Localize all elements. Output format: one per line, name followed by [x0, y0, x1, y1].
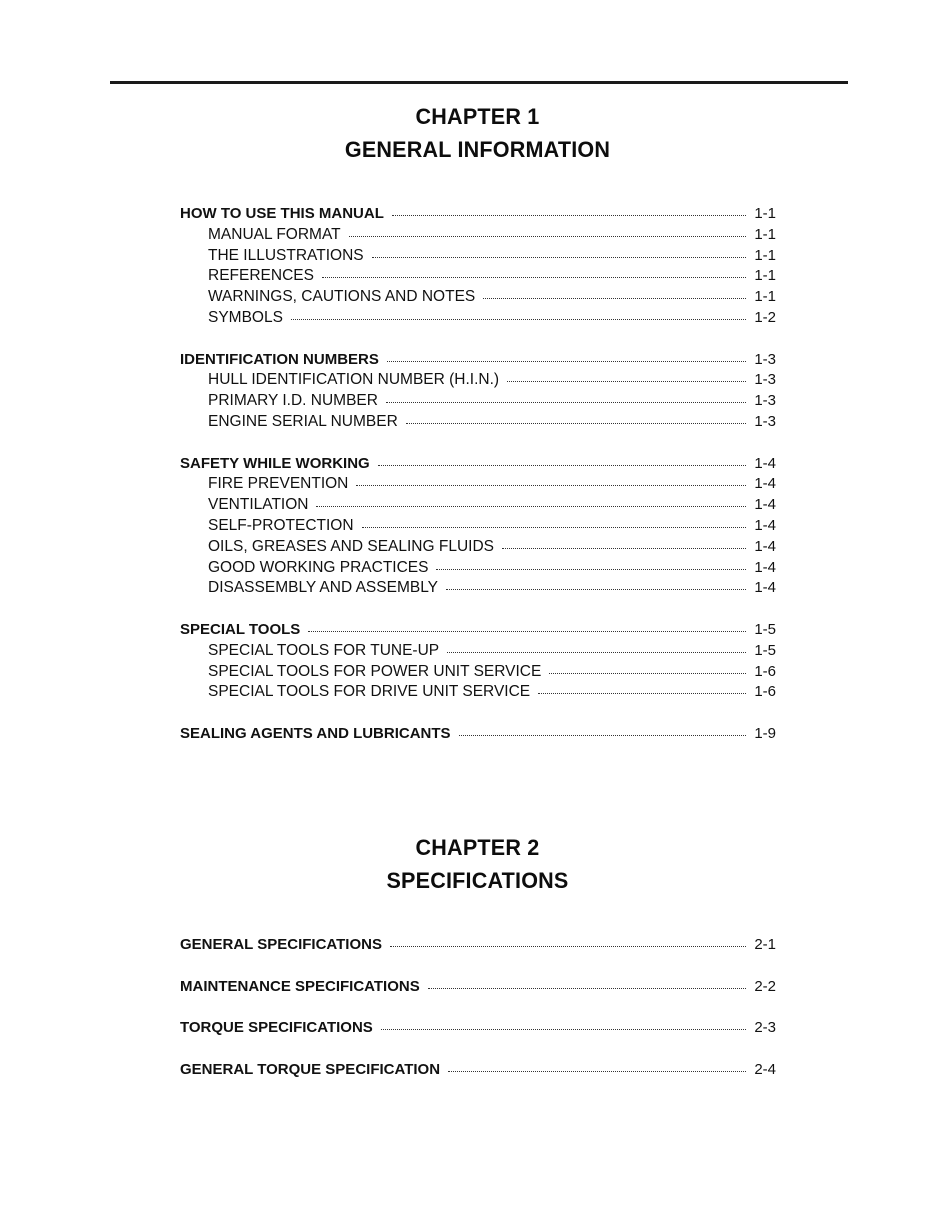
- toc-subentry-self-protection[interactable]: [180, 517, 776, 538]
- toc-subentry-page: 1-3: [754, 371, 776, 389]
- dot-leader: [387, 349, 746, 362]
- toc-subentry-page: 1-5: [754, 641, 776, 659]
- toc-entry-torque-specifications[interactable]: [180, 1019, 776, 1040]
- toc-subentry-symbols[interactable]: [180, 309, 776, 330]
- toc-entry-page: 1-9: [754, 724, 776, 742]
- dot-leader: [436, 557, 746, 570]
- toc-subentry-page: 1-1: [754, 288, 776, 306]
- toc-entry-how-to-use-this-manual[interactable]: [180, 205, 776, 226]
- toc-subentry-title: SYMBOLS: [208, 308, 283, 326]
- chapter-1-heading: CHAPTER 1: [415, 104, 540, 129]
- toc-subentry-primary-id-number[interactable]: [180, 392, 776, 413]
- chapter-2-subheading: SPECIFICATIONS: [386, 868, 569, 893]
- toc-entry-page: 1-3: [754, 350, 776, 368]
- toc-subentry-page: 1-1: [754, 225, 776, 243]
- toc-entry-title: GENERAL SPECIFICATIONS: [180, 936, 382, 953]
- toc-entry-identification-numbers[interactable]: [180, 351, 776, 372]
- toc-entry-title: TORQUE SPECIFICATIONS: [180, 1019, 373, 1037]
- toc-entry-title: HOW TO USE THIS MANUAL: [180, 205, 384, 222]
- toc-entry-sealing-agents-and-lubricants[interactable]: [180, 725, 776, 746]
- dot-leader: [447, 640, 746, 653]
- dot-leader: [316, 494, 746, 507]
- section-gap: [180, 600, 776, 621]
- toc-subentry-title: THE ILLUSTRATIONS: [208, 246, 364, 264]
- dot-leader: [372, 245, 746, 258]
- toc-subentry-title: FIRE PREVENTION: [208, 475, 349, 493]
- toc-subentry-title: SELF-PROTECTION: [208, 516, 354, 534]
- toc-subentry-title: HULL IDENTIFICATION NUMBER (H.I.N.): [208, 371, 500, 389]
- dot-leader: [291, 307, 746, 320]
- toc-subentry-title: REFERENCES: [208, 267, 314, 285]
- toc-subentry-hull-identification-number[interactable]: [180, 371, 776, 392]
- toc-subentry-title: ENGINE SERIAL NUMBER: [208, 412, 398, 430]
- toc-entry-title: IDENTIFICATION NUMBERS: [180, 350, 379, 368]
- chapter-1-subheading: GENERAL INFORMATION: [344, 137, 611, 162]
- dot-leader: [381, 1017, 746, 1030]
- toc-entry-page: 1-1: [754, 205, 776, 222]
- toc-subentry-page: 1-4: [754, 537, 776, 555]
- toc-entry-special-tools[interactable]: [180, 621, 776, 642]
- dot-leader: [428, 976, 746, 989]
- toc-entry-page: 2-2: [754, 977, 776, 995]
- toc-entry-title: SEALING AGENTS AND LUBRICANTS: [180, 724, 451, 742]
- toc-subentry-page: 1-6: [754, 683, 776, 701]
- dot-leader: [538, 681, 746, 694]
- toc-subentry-title: SPECIAL TOOLS FOR TUNE-UP: [208, 641, 440, 659]
- toc-subentry-good-working-practices[interactable]: [180, 559, 776, 580]
- chapter-2-heading: CHAPTER 2: [415, 835, 540, 860]
- toc-entry-title: MAINTENANCE SPECIFICATIONS: [180, 977, 420, 995]
- dot-leader: [308, 619, 746, 632]
- section-gap: [180, 434, 776, 455]
- toc-subentry-references[interactable]: [180, 267, 776, 288]
- dot-leader: [406, 411, 746, 424]
- toc-subentry-special-tools-drive-unit[interactable]: [180, 683, 776, 704]
- toc-subentry-title: SPECIAL TOOLS FOR DRIVE UNIT SERVICE: [208, 683, 531, 701]
- section-gap: [180, 957, 776, 978]
- dot-leader: [483, 286, 746, 299]
- dot-leader: [549, 661, 746, 674]
- toc-entry-maintenance-specifications[interactable]: [180, 978, 776, 999]
- toc-subentry-engine-serial-number[interactable]: [180, 413, 776, 434]
- dot-leader: [378, 453, 746, 466]
- toc-subentry-title: SPECIAL TOOLS FOR POWER UNIT SERVICE: [208, 662, 542, 680]
- toc-entry-title: SPECIAL TOOLS: [180, 620, 301, 638]
- section-gap: [180, 1040, 776, 1061]
- toc-subentry-page: 1-4: [754, 496, 776, 514]
- toc-subentry-manual-format[interactable]: [180, 226, 776, 247]
- toc-subentry-page: 1-4: [754, 475, 776, 493]
- toc-subentry-page: 1-6: [754, 662, 776, 680]
- toc-subentry-title: DISASSEMBLY AND ASSEMBLY: [208, 579, 439, 597]
- toc-entry-title: SAFETY WHILE WORKING: [180, 454, 370, 472]
- toc-entry-page: 2-3: [754, 1019, 776, 1037]
- toc-subentry-fire-prevention[interactable]: [180, 475, 776, 496]
- toc-subentry-page: 1-2: [754, 308, 776, 326]
- dot-leader: [390, 934, 746, 947]
- toc-entry-page: 1-4: [754, 454, 776, 472]
- toc-entry-page: 2-1: [754, 936, 776, 953]
- toc-entry-title: GENERAL TORQUE SPECIFICATION: [180, 1060, 441, 1078]
- toc-subentry-page: 1-4: [754, 579, 776, 597]
- toc-subentry-page: 1-1: [754, 246, 776, 264]
- toc-subentry-page: 1-1: [754, 267, 776, 285]
- toc-entry-page: 2-4: [754, 1060, 776, 1078]
- dot-leader: [448, 1059, 746, 1072]
- dot-leader: [446, 577, 746, 590]
- toc-subentry-oils-greases-sealing-fluids[interactable]: [180, 538, 776, 559]
- toc-subentry-title: OILS, GREASES AND SEALING FLUIDS: [208, 537, 494, 555]
- dot-leader: [392, 203, 746, 216]
- section-gap: [180, 330, 776, 351]
- toc-subentry-page: 1-4: [754, 558, 776, 576]
- dot-leader: [502, 536, 746, 549]
- dot-leader: [322, 265, 746, 278]
- toc-subentry-ventilation[interactable]: [180, 496, 776, 517]
- toc-entry-safety-while-working[interactable]: [180, 455, 776, 476]
- chapter-2-toc: [180, 936, 776, 1082]
- toc-entry-general-specifications[interactable]: [180, 936, 776, 957]
- dot-leader: [386, 390, 746, 403]
- dot-leader: [507, 369, 746, 382]
- section-gap: [180, 704, 776, 725]
- top-rule-divider: [110, 81, 848, 84]
- section-gap: [180, 998, 776, 1019]
- toc-entry-general-torque-specification[interactable]: [180, 1061, 776, 1082]
- toc-subentry-warnings-cautions-notes[interactable]: [180, 288, 776, 309]
- toc-subentry-title: MANUAL FORMAT: [208, 225, 341, 243]
- toc-subentry-special-tools-power-unit[interactable]: [180, 663, 776, 684]
- dot-leader: [362, 515, 746, 528]
- toc-subentry-page: 1-4: [754, 516, 776, 534]
- toc-subentry-disassembly-and-assembly[interactable]: [180, 579, 776, 600]
- dot-leader: [459, 723, 746, 736]
- toc-subentry-title: WARNINGS, CAUTIONS AND NOTES: [208, 288, 476, 306]
- dot-leader: [349, 224, 746, 237]
- toc-subentry-the-illustrations[interactable]: [180, 247, 776, 268]
- toc-subentry-page: 1-3: [754, 412, 776, 430]
- toc-entry-page: 1-5: [754, 620, 776, 638]
- toc-subentry-title: GOOD WORKING PRACTICES: [208, 558, 429, 576]
- toc-subentry-title: VENTILATION: [208, 496, 309, 514]
- dot-leader: [356, 473, 746, 486]
- toc-subentry-page: 1-3: [754, 392, 776, 410]
- toc-subentry-special-tools-tune-up[interactable]: [180, 642, 776, 663]
- chapter-1-toc: [180, 205, 776, 746]
- toc-subentry-title: PRIMARY I.D. NUMBER: [208, 392, 378, 410]
